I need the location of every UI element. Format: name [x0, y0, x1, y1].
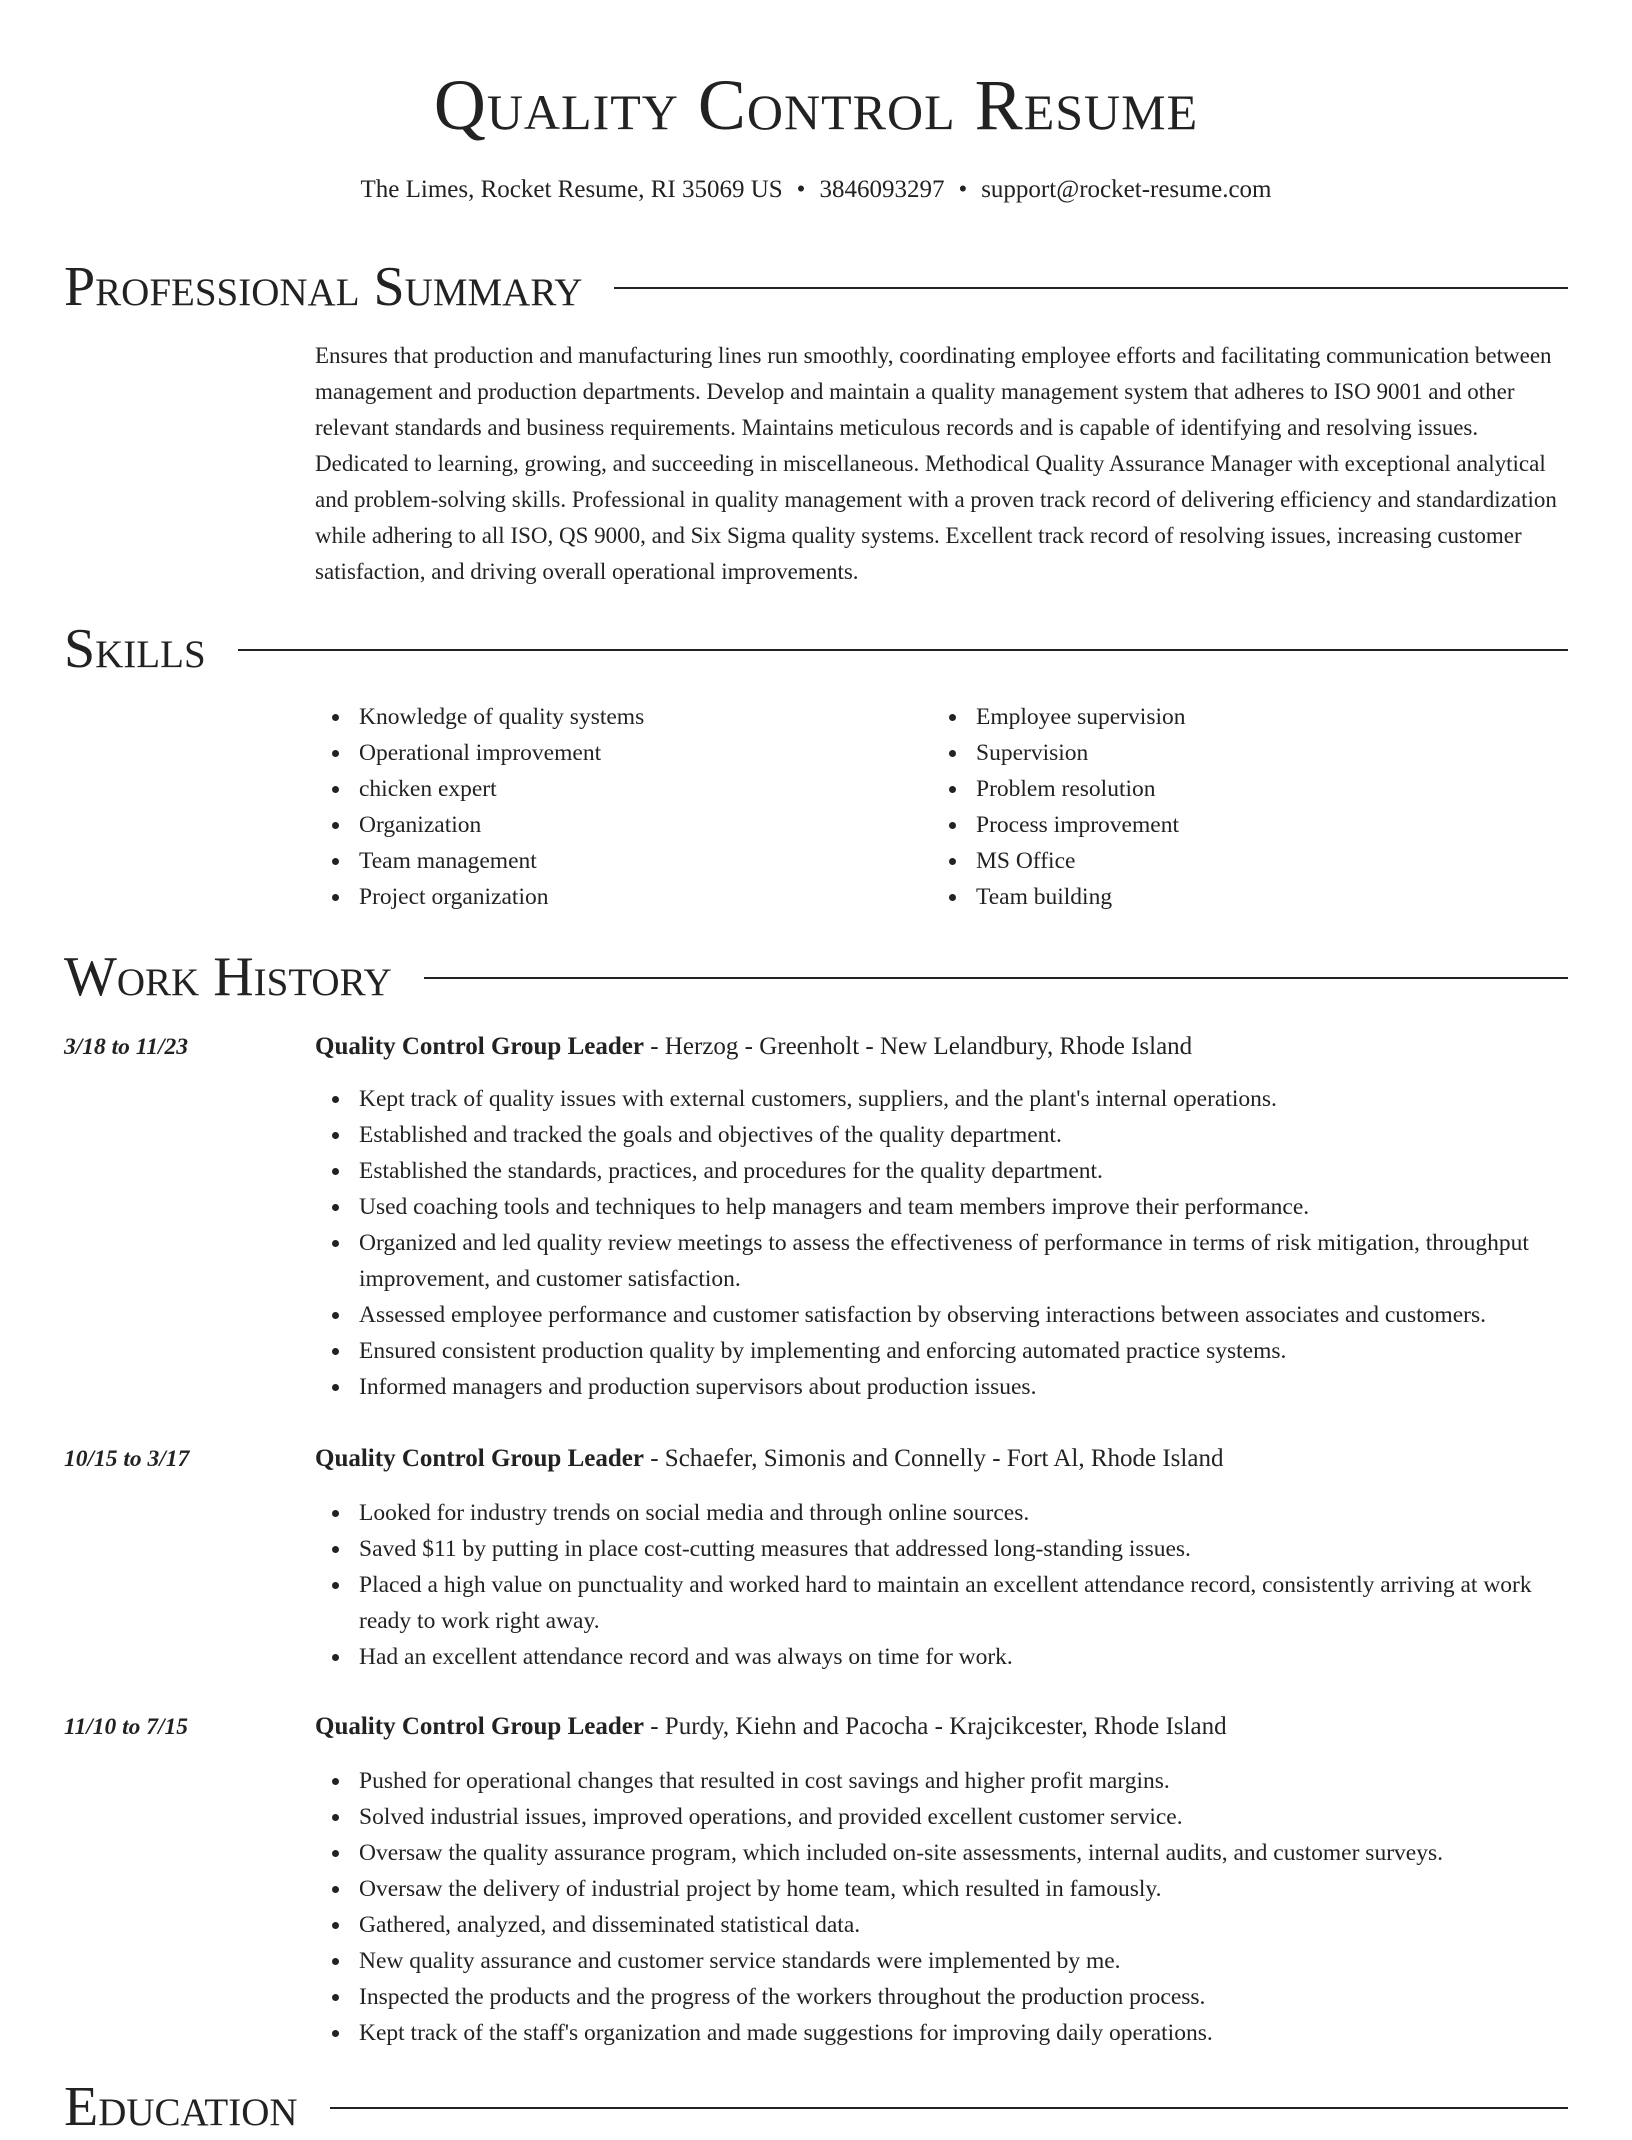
skill-item: Organization — [315, 807, 875, 843]
job-bullet: New quality assurance and customer service standards were implemented by me. — [315, 1943, 1568, 1979]
job-bullets — [315, 1763, 1568, 2051]
job-details: - Herzog - Greenholt - New Lelandbury, Rhode Island — [643, 1033, 1193, 1060]
skill-item: Employee supervision — [932, 699, 1492, 735]
job-details: - Schaefer, Simonis and Connelly - Fort Al, Rhode Island — [643, 1445, 1224, 1472]
job-bullet: Kept track of quality issues with external customers, suppliers, and the plant's internal operations. — [315, 1081, 1568, 1117]
section-professional-summary — [64, 254, 1568, 320]
skill-item: Knowledge of quality systems — [315, 699, 875, 735]
job-title-line — [315, 1441, 1568, 1477]
contact-separator: • — [958, 176, 968, 203]
contact-address: The Limes, Rocket Resume, RI 35069 US — [360, 176, 783, 203]
job-bullet: Established and tracked the goals and objectives of the quality department. — [315, 1117, 1568, 1153]
job-role: Quality Control Group Leader — [315, 1033, 644, 1060]
job-bullet: Oversaw the delivery of industrial project by home team, which resulted in famously. — [315, 1871, 1568, 1907]
job-dates: 3/18 to 11/23 — [64, 1034, 189, 1060]
skill-item: MS Office — [932, 843, 1492, 879]
contact-line — [64, 172, 1568, 208]
job-bullet: Established the standards, practices, and procedures for the quality department. — [315, 1153, 1568, 1189]
job-bullet: Kept track of the staff's organization and made suggestions for improving daily operations. — [315, 2015, 1568, 2051]
skill-item: chicken expert — [315, 771, 875, 807]
job-role: Quality Control Group Leader — [315, 1445, 644, 1472]
job-title-line — [315, 1709, 1568, 1745]
skill-item: Project organization — [315, 879, 875, 915]
job-bullet: Gathered, analyzed, and disseminated statistical data. — [315, 1907, 1568, 1943]
job-details: - Purdy, Kiehn and Pacocha - Krajcikcester, Rhode Island — [643, 1713, 1227, 1740]
job-title-line — [315, 1029, 1568, 1065]
contact-phone: 3846093297 — [819, 176, 945, 203]
section-skills — [64, 616, 1568, 682]
section-divider — [330, 2107, 1568, 2109]
section-divider — [238, 649, 1568, 651]
resume-title: Quality Control Resume — [433, 65, 1199, 145]
job-bullets — [315, 1495, 1568, 1675]
skills-column-right — [932, 699, 1492, 915]
job-bullet: Oversaw the quality assurance program, which included on-site assessments, internal audits, and customer surveys. — [315, 1835, 1568, 1871]
skill-item: Team management — [315, 843, 875, 879]
job-dates: 11/10 to 7/15 — [64, 1714, 189, 1740]
section-education — [64, 2074, 1568, 2140]
job-bullet: Placed a high value on punctuality and worked hard to maintain an excellent attendance record, consistently arriving at work ready to work right away. — [315, 1567, 1568, 1639]
job-bullet: Saved $11 by putting in place cost-cutting measures that addressed long-standing issues. — [315, 1531, 1568, 1567]
skill-item: Operational improvement — [315, 735, 875, 771]
section-divider — [424, 977, 1568, 979]
job-bullet: Looked for industry trends on social media and through online sources. — [315, 1495, 1568, 1531]
skill-item: Team building — [932, 879, 1492, 915]
job-bullet: Ensured consistent production quality by implementing and enforcing automated practice systems. — [315, 1333, 1568, 1369]
skills-column-left — [315, 699, 875, 915]
job-bullet: Had an excellent attendance record and was always on time for work. — [315, 1639, 1568, 1675]
section-heading: Work History — [64, 946, 392, 1008]
contact-separator: • — [796, 176, 806, 203]
section-work-history — [64, 944, 1568, 1010]
job-bullet: Informed managers and production supervisors about production issues. — [315, 1369, 1568, 1405]
job-dates: 10/15 to 3/17 — [64, 1446, 190, 1472]
skill-item: Problem resolution — [932, 771, 1492, 807]
job-bullets — [315, 1081, 1568, 1405]
job-bullet: Used coaching tools and techniques to help managers and team members improve their performance. — [315, 1189, 1568, 1225]
job-bullet: Assessed employee performance and customer satisfaction by observing interactions between associates and customers. — [315, 1297, 1568, 1333]
section-heading: Education — [64, 2076, 298, 2138]
job-bullet: Solved industrial issues, improved operations, and provided excellent customer service. — [315, 1799, 1568, 1835]
section-heading: Professional Summary — [64, 256, 583, 318]
section-divider — [614, 287, 1568, 289]
summary-paragraph: Ensures that production and manufacturing lines run smoothly, coordinating employee efforts and facilitating communication between management and production departments. Develop and maintain a quality management system that adheres to ISO 9001 and other relevant standards and business requirements. Maintains meticulous records and is capable of identifying and resolving issues. Dedicated to learning, growing, and succeeding in miscellaneous. Methodical Quality Assurance Manager with exceptional analytical and problem-solving skills. Professional in quality management with a proven track record of delivering efficiency and standardization while adhering to all ISO, QS 9000, and Six Sigma quality systems. Excellent track record of resolving issues, increasing customer satisfaction, and driving overall operational improvements. — [315, 343, 1557, 584]
contact-email[interactable]: support@rocket-resume.com — [981, 176, 1272, 203]
section-heading: Skills — [64, 618, 206, 680]
job-bullet: Organized and led quality review meetings to assess the effectiveness of performance in terms of risk mitigation, throughput improvement, and customer satisfaction. — [315, 1225, 1568, 1297]
job-bullet: Inspected the products and the progress of the workers throughout the production process. — [315, 1979, 1568, 2015]
skill-item: Process improvement — [932, 807, 1492, 843]
skill-item: Supervision — [932, 735, 1492, 771]
job-bullet: Pushed for operational changes that resulted in cost savings and higher profit margins. — [315, 1763, 1568, 1799]
job-role: Quality Control Group Leader — [315, 1713, 644, 1740]
